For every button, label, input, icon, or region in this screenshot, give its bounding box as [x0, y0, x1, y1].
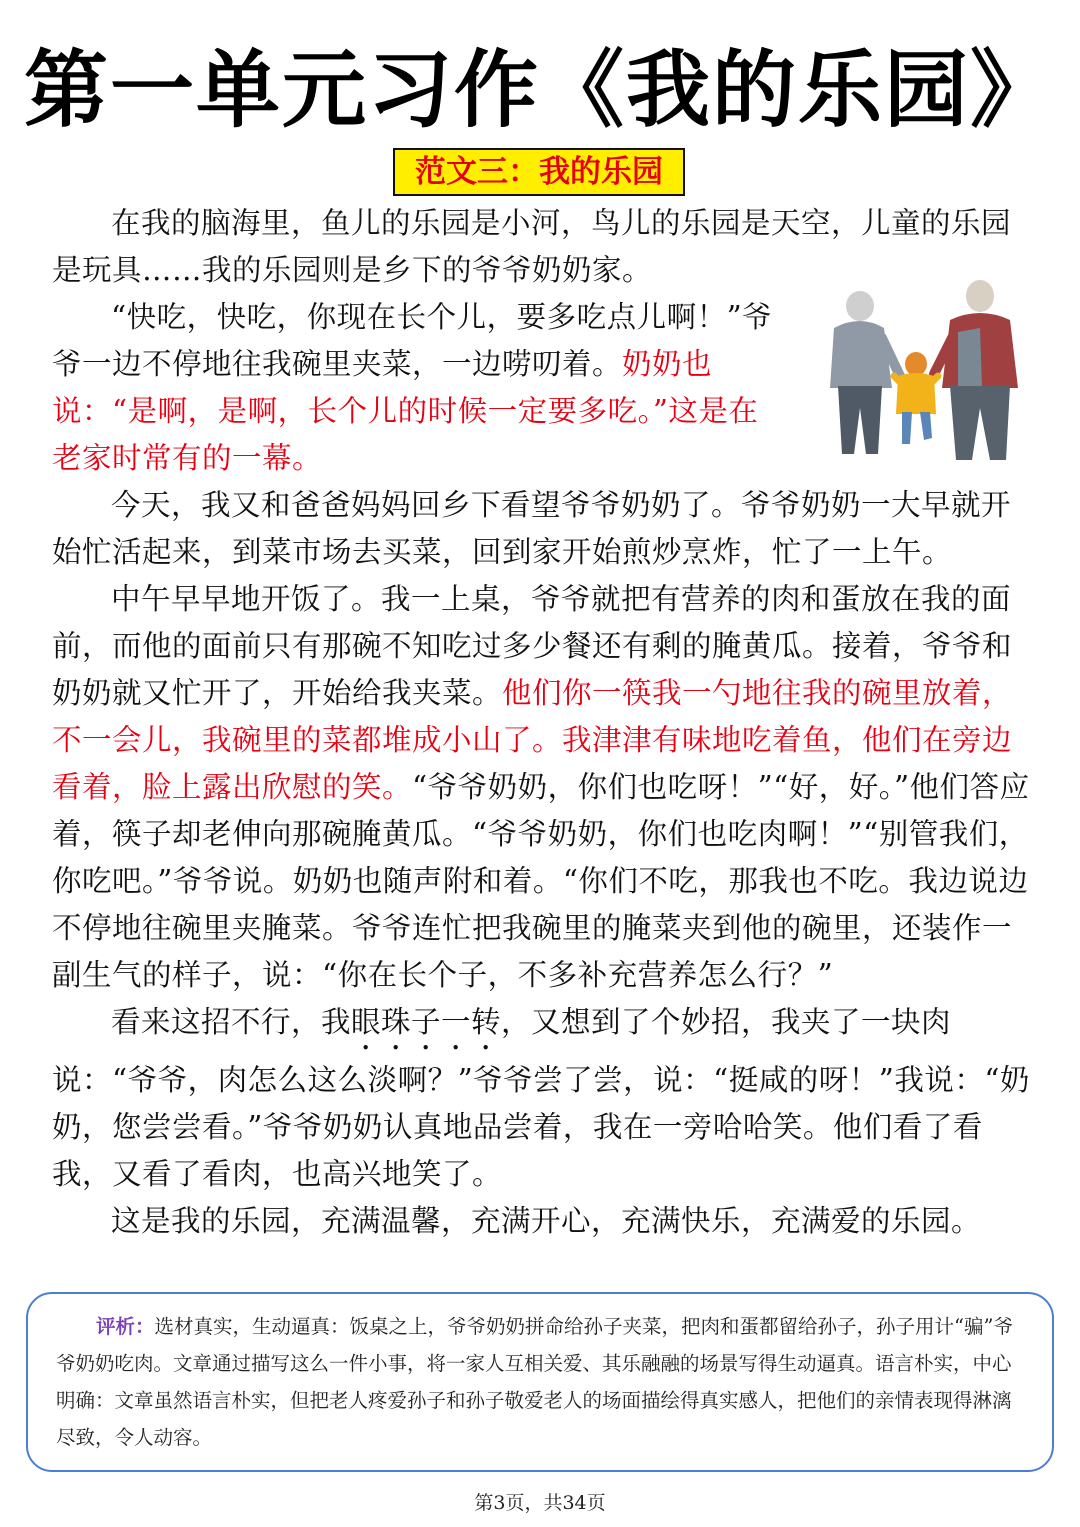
essay-paragraph-4-text-a: 中午早早地开饭了。我一上桌，爷爷就把有营养的肉和蛋放在我的面前，而他的面前只有那碗不知吃过多少餐还有剩的腌黄瓜。接着，爷爷和奶奶就又忙开了，开始给我夹菜。: [52, 582, 1013, 710]
essay-paragraph-1: 在我的脑海里，鱼儿的乐园是小河，鸟儿的乐园是天空，儿童的乐园是玩具……我的乐园则是乡下的爷爷奶奶家。: [52, 206, 1012, 287]
essay-body: [52, 200, 1032, 1245]
page-title: 第一单元习作《我的乐园》: [23, 41, 1056, 139]
essay-paragraph-4-text-b: “爷爷奶奶，你们也吃呀！”“好，好。”他们答应着，筷子却老伸向那碗腌黄瓜。“爷爷奶奶，你们也吃肉啊！”“别管我们，你吃吧。”爷爷说。奶奶也随声附和着。“你们不吃，那我也不吃。我边说边不停地往碗里夹腌菜。爷爷连忙把我碗里的腌菜夹到他的碗里，还装作一副生气的样子，说：“你在长个子，不多补充营养怎么行？”: [52, 770, 1030, 992]
essay-paragraph-2: [52, 294, 782, 482]
commentary-box: [26, 1292, 1054, 1472]
commentary-text: 选材真实，生动逼真：饭桌之上，爷爷奶奶拼命给孙子夹菜，把肉和蛋都留给孙子，孙子用计“骗”爷爷奶奶吃肉。文章通过描写这么一件小事，将一家人互相关爱、其乐融融的场景写得生动逼真。语言朴实，中心明确：文章虽然语言朴实，但把老人疼爱孙子和孙子敬爱老人的场面描绘得真实感人，把他们的亲情表现得淋漓尽致，令人动容。: [56, 1315, 1013, 1449]
page-number: 第3页，共34页: [474, 1492, 606, 1514]
essay-subtitle: 范文三：我的乐园: [393, 148, 685, 196]
essay-paragraph-5-text-a: 看来这招不行，我: [111, 1005, 352, 1039]
essay-paragraph-2-highlight: 奶奶也说：“是啊，是啊，长个儿的时候一定要多吃。”这是在老家时常有的一幕。: [52, 347, 759, 475]
essay-paragraph-3: 今天，我又和爸爸妈妈回乡下看望爷爷奶奶了。爷爷奶奶一大早就开始忙活起来，到菜市场去买菜，回到家开始煎炒烹炸，忙了一上午。: [52, 488, 1012, 569]
essay-paragraph-5: [52, 999, 1032, 1198]
essay-paragraph-2-text: “快吃，快吃，你现在长个儿，要多吃点儿啊！”爷爷一边不停地往我碗里夹菜，一边唠叨着。: [52, 300, 773, 381]
essay-paragraph-4-highlight: 他们你一筷我一勺地往我的碗里放着，不一会儿，我碗里的菜都堆成小山了。我津津有味地吃着鱼，他们在旁边看着，脸上露出欣慰的笑。: [52, 676, 1013, 804]
emphasis-phrase: 眼珠子一转: [351, 1005, 502, 1039]
essay-paragraph-5-text-b: ，又想到了个妙招，我夹了一块肉说：“爷爷，肉怎么这么淡啊？”爷爷尝了尝，说：“挺咸的呀！”我说：“奶奶，您尝尝看。”爷爷奶奶认真地品尝着，我在一旁哈哈笑。他们看了看我，又看了看肉，也高兴地笑了。: [52, 1005, 1030, 1191]
essay-paragraph-4: [52, 576, 1032, 999]
commentary-label: 评析：: [96, 1315, 155, 1338]
essay-paragraph-6: 这是我的乐园，充满温馨，充满开心，充满快乐，充满爱的乐园。: [111, 1204, 982, 1238]
